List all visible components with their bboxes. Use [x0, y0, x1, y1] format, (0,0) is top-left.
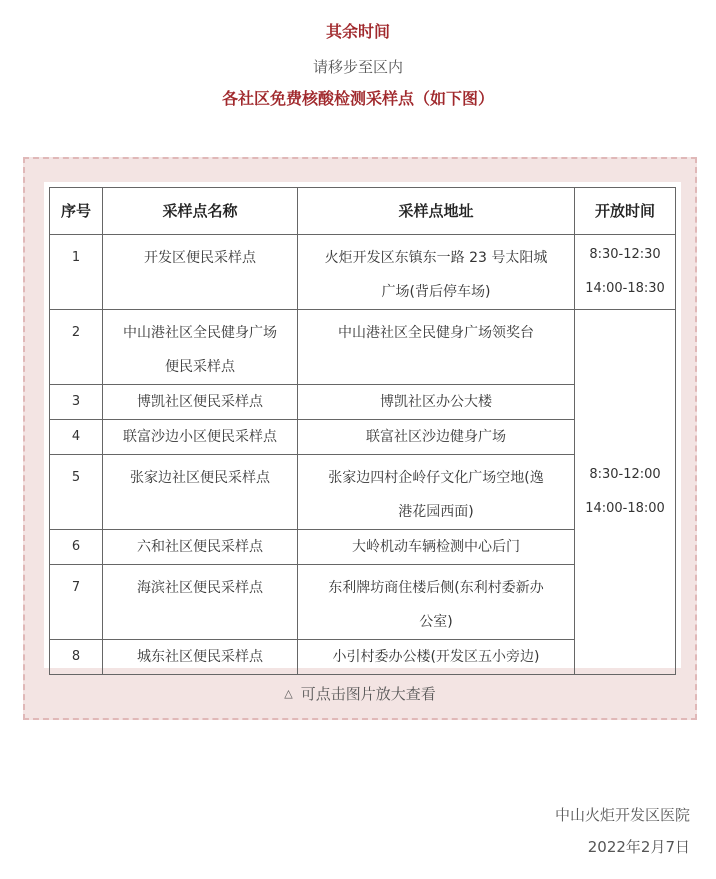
row-number: 4	[50, 420, 103, 455]
site-name-cell	[103, 420, 298, 455]
section-title: 其余时间	[325, 22, 390, 41]
site-address-cell	[298, 565, 575, 640]
table-row	[50, 310, 676, 385]
opening-hours-cell	[575, 310, 676, 675]
footer-date: 2022年2月7日	[587, 838, 690, 856]
site-name-cell	[103, 640, 298, 675]
site-address-cell	[298, 235, 575, 310]
section-caption: 各社区免费核酸检测采样点（如下图）	[221, 89, 494, 108]
row-number: 6	[50, 530, 103, 565]
row-number: 8	[50, 640, 103, 675]
opening-hours-cell	[575, 235, 676, 310]
row-number: 5	[50, 455, 103, 530]
table-row	[50, 235, 676, 310]
zoom-hint[interactable]	[25, 682, 695, 706]
site-name-line: 博凯社区便民采样点	[137, 394, 263, 410]
table-image[interactable]	[44, 182, 681, 668]
site-address-cell	[298, 640, 575, 675]
opening-hours-line: 14:00-18:30	[585, 281, 665, 296]
table-header-row	[50, 188, 676, 235]
row-number: 1	[50, 235, 103, 310]
row-number: 2	[50, 310, 103, 385]
site-name-line: 城东社区便民采样点	[137, 649, 263, 665]
site-address-cell	[298, 385, 575, 420]
image-frame	[23, 157, 697, 720]
column-header: 开放时间	[575, 188, 676, 235]
row-number: 7	[50, 565, 103, 640]
site-name-cell	[103, 385, 298, 420]
site-address-line: 广场(背后停车场)	[381, 284, 491, 300]
site-name-line: 中山港社区全民健身广场	[123, 325, 277, 341]
opening-hours-line: 14:00-18:00	[585, 501, 665, 516]
column-header: 序号	[50, 188, 103, 235]
site-address-line: 大岭机动车辆检测中心后门	[352, 539, 520, 555]
site-address-line: 港花园西面)	[398, 504, 474, 520]
site-name-line: 便民采样点	[165, 359, 235, 375]
zoom-hint-text: 可点击图片放大查看	[300, 685, 436, 703]
site-address-line: 小引村委办公楼(开发区五小旁边)	[332, 649, 540, 665]
site-address-cell	[298, 530, 575, 565]
site-name-line: 六和社区便民采样点	[137, 539, 263, 555]
section-subtitle: 请移步至区内	[312, 58, 403, 76]
site-address-line: 东利牌坊商住楼后侧(东利村委新办	[328, 580, 544, 596]
site-address-cell	[298, 455, 575, 530]
triangle-up-icon: △	[284, 687, 293, 700]
site-name-cell	[103, 235, 298, 310]
column-header: 采样点名称	[103, 188, 298, 235]
site-address-line: 中山港社区全民健身广场领奖台	[338, 325, 534, 341]
row-number: 3	[50, 385, 103, 420]
site-address-cell	[298, 420, 575, 455]
site-name-line: 海滨社区便民采样点	[137, 580, 263, 596]
column-header: 采样点地址	[298, 188, 575, 235]
site-name-cell	[103, 530, 298, 565]
site-name-line: 张家边社区便民采样点	[130, 470, 270, 486]
site-address-line: 张家边四村企岭仔文化广场空地(逸	[328, 470, 544, 486]
site-name-line: 联富沙边小区便民采样点	[123, 429, 277, 445]
site-address-line: 火炬开发区东镇东一路 23 号太阳城	[324, 250, 548, 266]
opening-hours-line: 8:30-12:00	[589, 467, 661, 482]
site-name-cell	[103, 455, 298, 530]
site-address-line: 博凯社区办公大楼	[380, 394, 492, 410]
site-address-line: 公室)	[419, 614, 453, 630]
sampling-sites-table	[49, 187, 676, 675]
opening-hours-line: 8:30-12:30	[589, 247, 661, 262]
site-address-line: 联富社区沙边健身广场	[366, 429, 506, 445]
site-name-line: 开发区便民采样点	[144, 250, 256, 266]
site-name-cell	[103, 565, 298, 640]
site-name-cell	[103, 310, 298, 385]
site-address-cell	[298, 310, 575, 385]
footer-organization: 中山火炬开发区医院	[554, 806, 690, 824]
